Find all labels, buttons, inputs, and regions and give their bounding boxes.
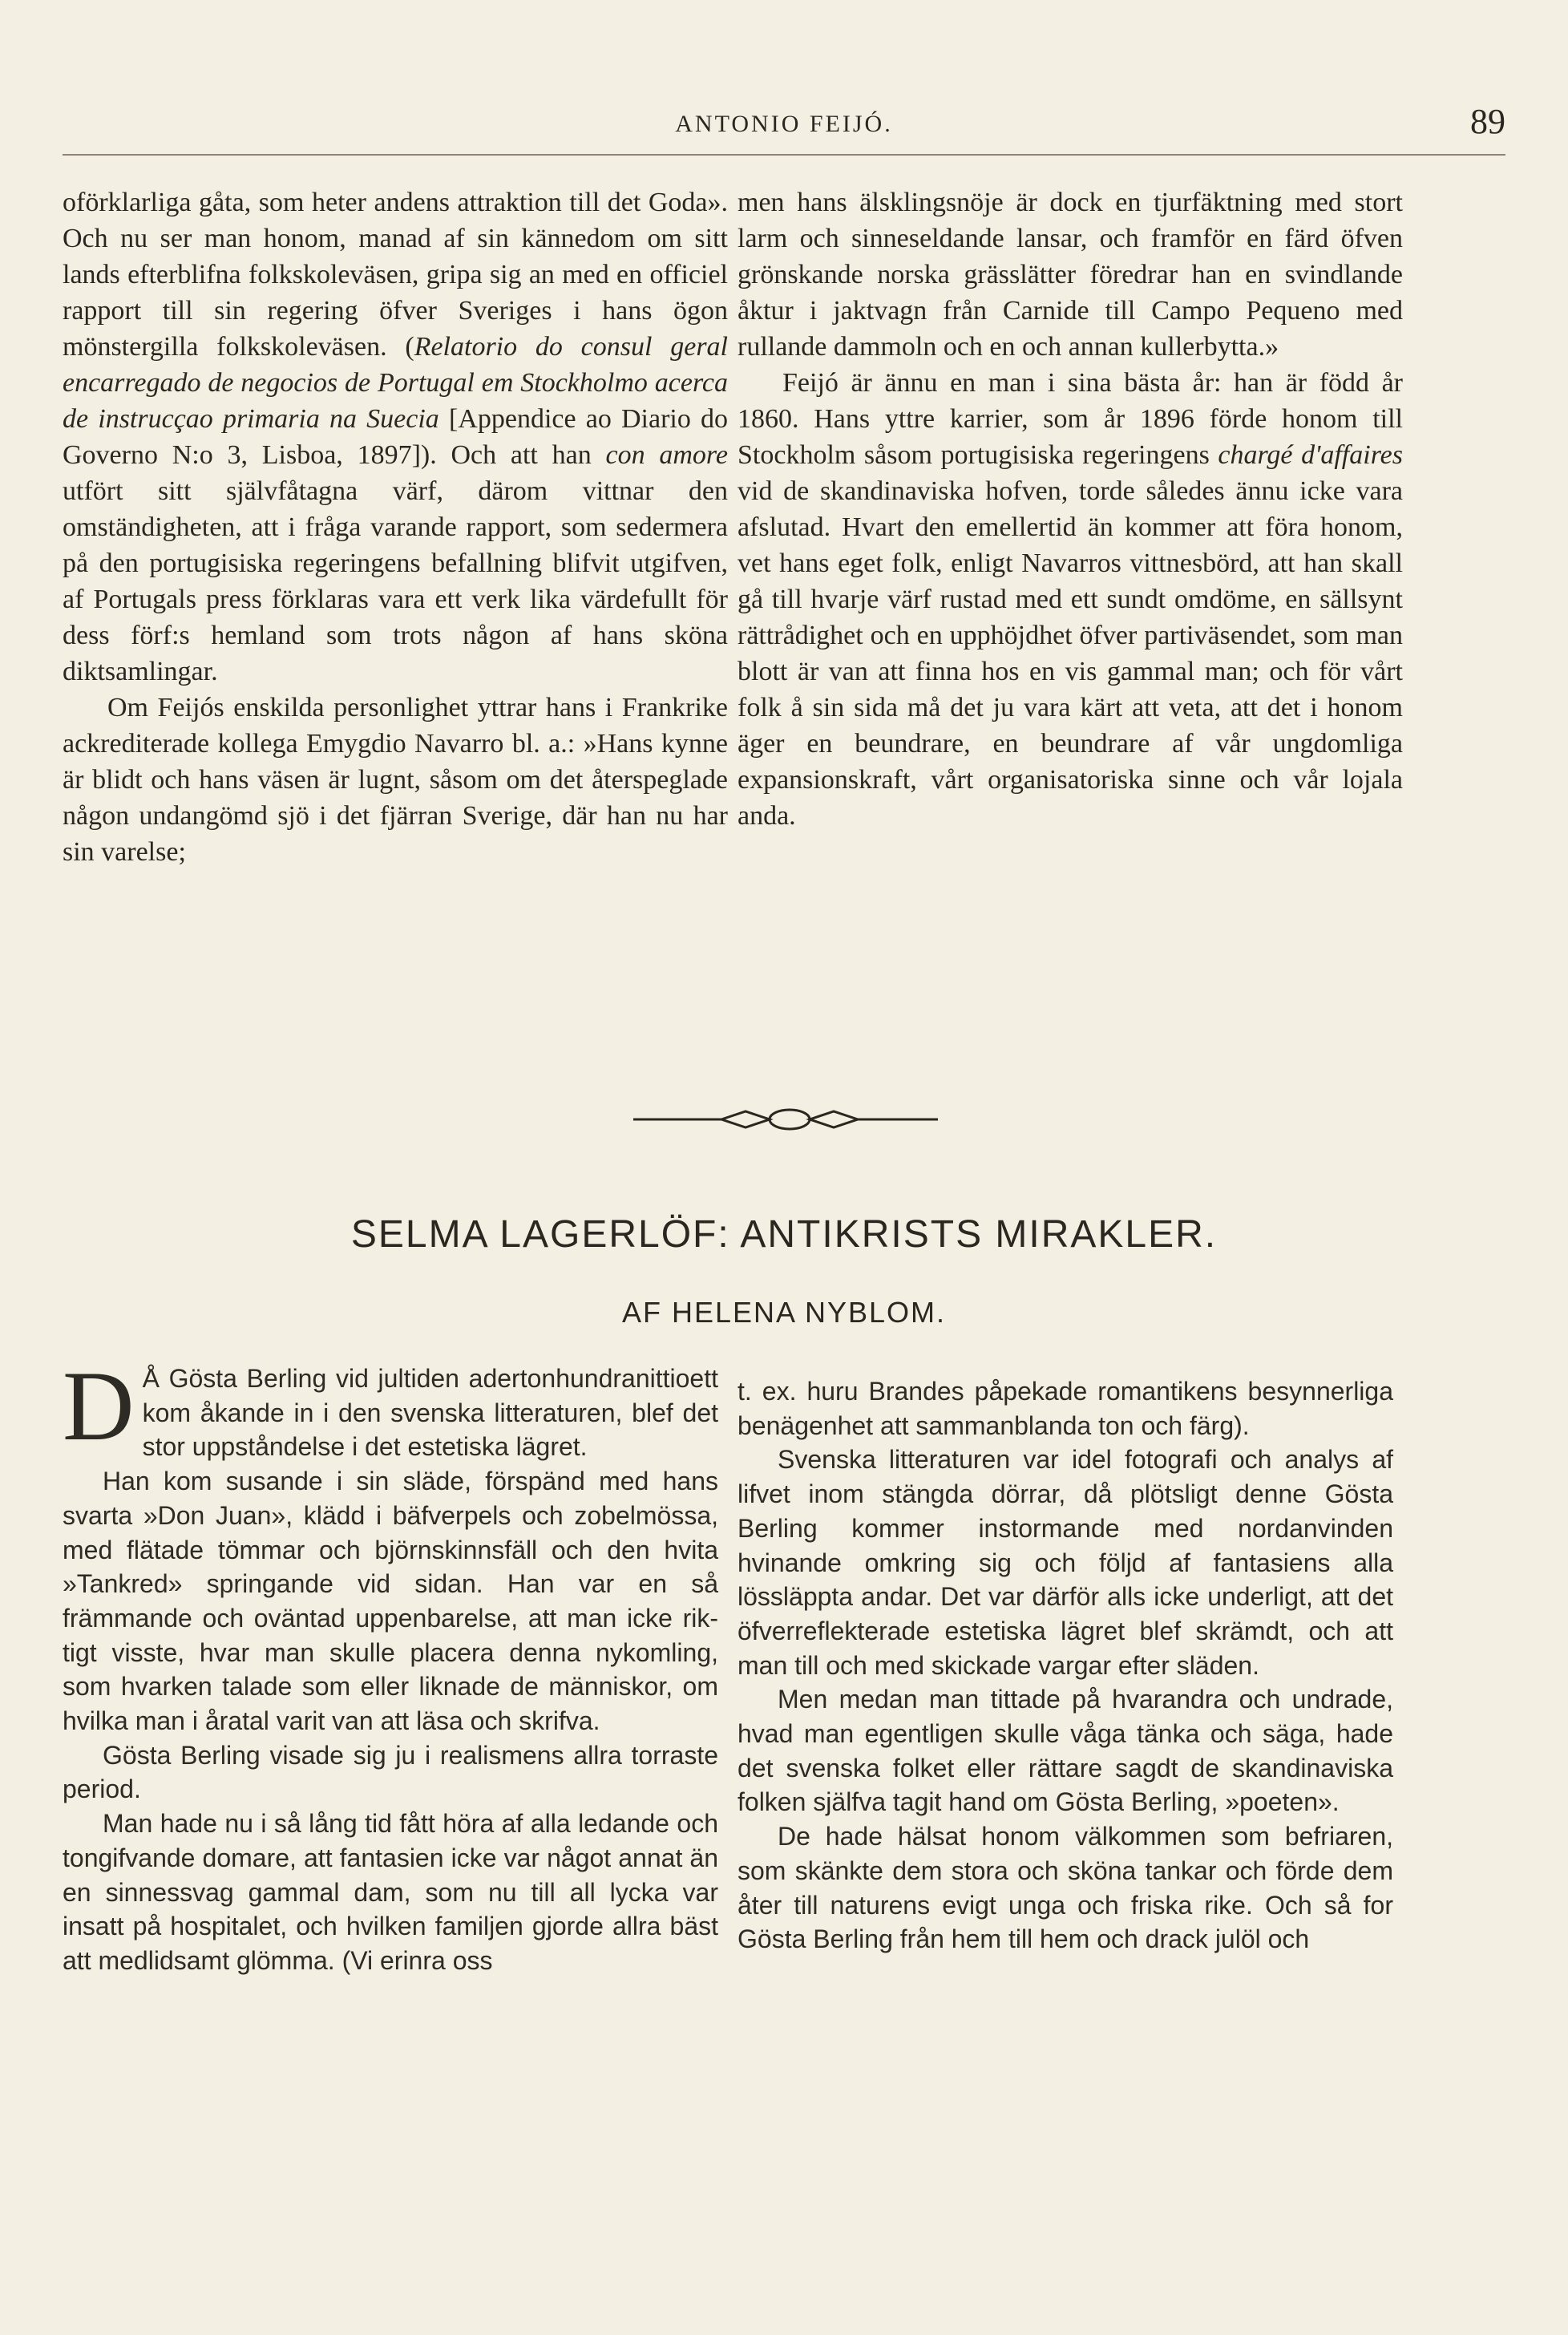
drop-cap: D xyxy=(63,1351,135,1461)
paragraph: Gösta Berling visade sig ju i realismens allra torraste period. xyxy=(63,1740,718,1804)
text-run: [Appendice ao Diario do Governo N:o 3, Lisboa, 1897]). Och att han xyxy=(63,404,728,470)
running-title: ANTONIO FEIJÓ. xyxy=(675,111,893,137)
paragraph: Svenska litteraturen var idel fotografi och analys af lifvet inom stängda dörrar, då plötsligt denne Gösta Berling kommer instormande med nordanvinden hvinande omkring sig och följd af fantasiens alla lössläppta andar. Det var därför alls icke underligt, att det öfverreflekterade estetiska lägret blef skrämdt, och att man till och med skickade vargar efter släden. xyxy=(738,1445,1393,1680)
text-run: Feijó är ännu en man i sina bästa år: han är född år 1860. Hans yttre karrier, som år 1896 förde honom till Stockholm såsom portugisiska regeringens xyxy=(738,368,1403,470)
text-run: utfört sitt självfåtagna värf, därom vittnar den omständigheten, att i fråga varande rapport, som sedermera på den portugisiska regeringens befallning blifvit utgifven, af Portugals press förklaras vara ett verk lika värdefullt för dess förf:s hemland som trots någon af hans sköna diktsamlingar. xyxy=(63,476,728,686)
paragraph xyxy=(63,184,728,690)
paragraph: t. ex. huru Brandes påpekade romantikens besynnerliga benägenhet att sammanblanda ton och färg). xyxy=(738,1377,1393,1440)
text-column-right-upper xyxy=(738,184,1403,834)
text-run: oförklarliga gåta, som heter andens attraktion till det Goda». Och nu ser man honom, manad af sin kännedom om sitt lands efterblifna folkskoleväsen, gripa sig an med en officiel rapport till sin regering öfver Sveriges i hans ögon mönstergilla folkskoleväsen. ( xyxy=(63,188,728,362)
article-title: SELMA LAGERLÖF: ANTIKRISTS MIRAKLER. xyxy=(350,1213,1218,1256)
italic-text: con amore xyxy=(605,440,728,470)
italic-text: chargé d'affaires xyxy=(1218,440,1403,470)
paragraph: De hade hälsat honom välkommen som befriaren, som skänkte dem stora och sköna tankar och förde dem åter till naturens evigt unga och friska rike. Och så for Gösta Berling från hem till hem och drack julöl och xyxy=(738,1822,1393,1954)
paragraph: Men medan man tittade på hvarandra och undrade, hvad man egentligen skulle våga tänka och säga, hade det svenska folket eller rättare sagdt de skandinaviska folken själfva tagit hand om Gösta Berling, »poeten». xyxy=(738,1685,1393,1817)
italic-text: Relatorio do consul geral encarregado de negocios de Portugal em Stockholmo acerca de instrucçao primaria na Suecia xyxy=(63,332,728,434)
running-head xyxy=(63,101,1505,157)
section-divider-ornament xyxy=(0,1097,1568,1142)
paragraph xyxy=(738,365,1403,834)
article-byline: AF HELENA NYBLOM. xyxy=(621,1296,947,1329)
paragraph: Han kom susande i sin släde, förspänd med hans svarta »Don Juan», klädd i bäfverpels och zobelmössa, med flätade tömmar och björnskinnsfäll och den hvita »Tankred» springande vid sidan. Han var en så främmande och oväntad uppenbarelse, att man icke riktigt visste, hvar man skulle placera denna nykomling, som hvarken talade som eller liknade de människor, om hvilka man i åratal varit van att läsa och skrifva. xyxy=(63,1467,718,1736)
text-run: Om Feijós enskilda personlighet yttrar hans i Frankrike ackrediterade kollega Emygdio Navarro bl. a.: »Hans kynne är blidt och hans väsen är lugnt, såsom om det återspeglade någon undangömd sjö i det fjärran Sverige, där han nu har sin varelse; xyxy=(63,693,728,867)
text-run: men hans älsklingsnöje är dock en tjurfäktning med stort larm och sinneseldande lansar, och framför en färd öfven grönskande norska grässlätter föredrar han en svindlande åktur i jaktvagn från Carnide till Campo Pequeno med rullande dammoln och en och annan kullerbytta.» xyxy=(738,188,1403,362)
text-column-left-lower xyxy=(63,1351,718,1978)
text-run: vid de skandinaviska hofven, torde således ännu icke vara afslutad. Hvart den emellertid än kommer att föra honom, vet hans eget folk, enligt Navarros vittnesbörd, att han skall gå till hvarje värf rustad med ett sundt omdöme, en sällsynt rättrådighet och en upphöjdhet öfver partiväsendet, som man blott är van att finna hos en vis gammal man; och för vårt folk å sin sida må det ju vara kärt att veta, att det i honom äger en beundrare, en beundrare af vår ungdomliga expansionskraft, vårt organisatoriska sinne och vår lojala anda. xyxy=(738,476,1403,831)
header-rule xyxy=(63,154,1505,156)
page-number: 89 xyxy=(1470,102,1505,141)
first-paragraph xyxy=(63,1351,718,1464)
paragraph: Man hade nu i så lång tid fått höra af alla ledande och tongifvande domare, att fantasien icke var något annat än en sinnessvag gammal dam, som nu till all lycka var insatt på hospitalet, och hvilken familjen gjorde allra bäst att medlidsamt glömma. (Vi erinra oss xyxy=(63,1809,718,1975)
text-column-left-upper xyxy=(63,184,728,870)
paragraph xyxy=(63,690,728,870)
text-column-right-lower xyxy=(738,1374,1393,1957)
paragraph xyxy=(738,184,1403,365)
first-paragraph-text: Å Gösta Berling vid jultiden adertonhundranittioett kom åkande in i den svenska litteraturen, blef det stor uppståndelse i det estetiska lägret. xyxy=(142,1364,718,1462)
